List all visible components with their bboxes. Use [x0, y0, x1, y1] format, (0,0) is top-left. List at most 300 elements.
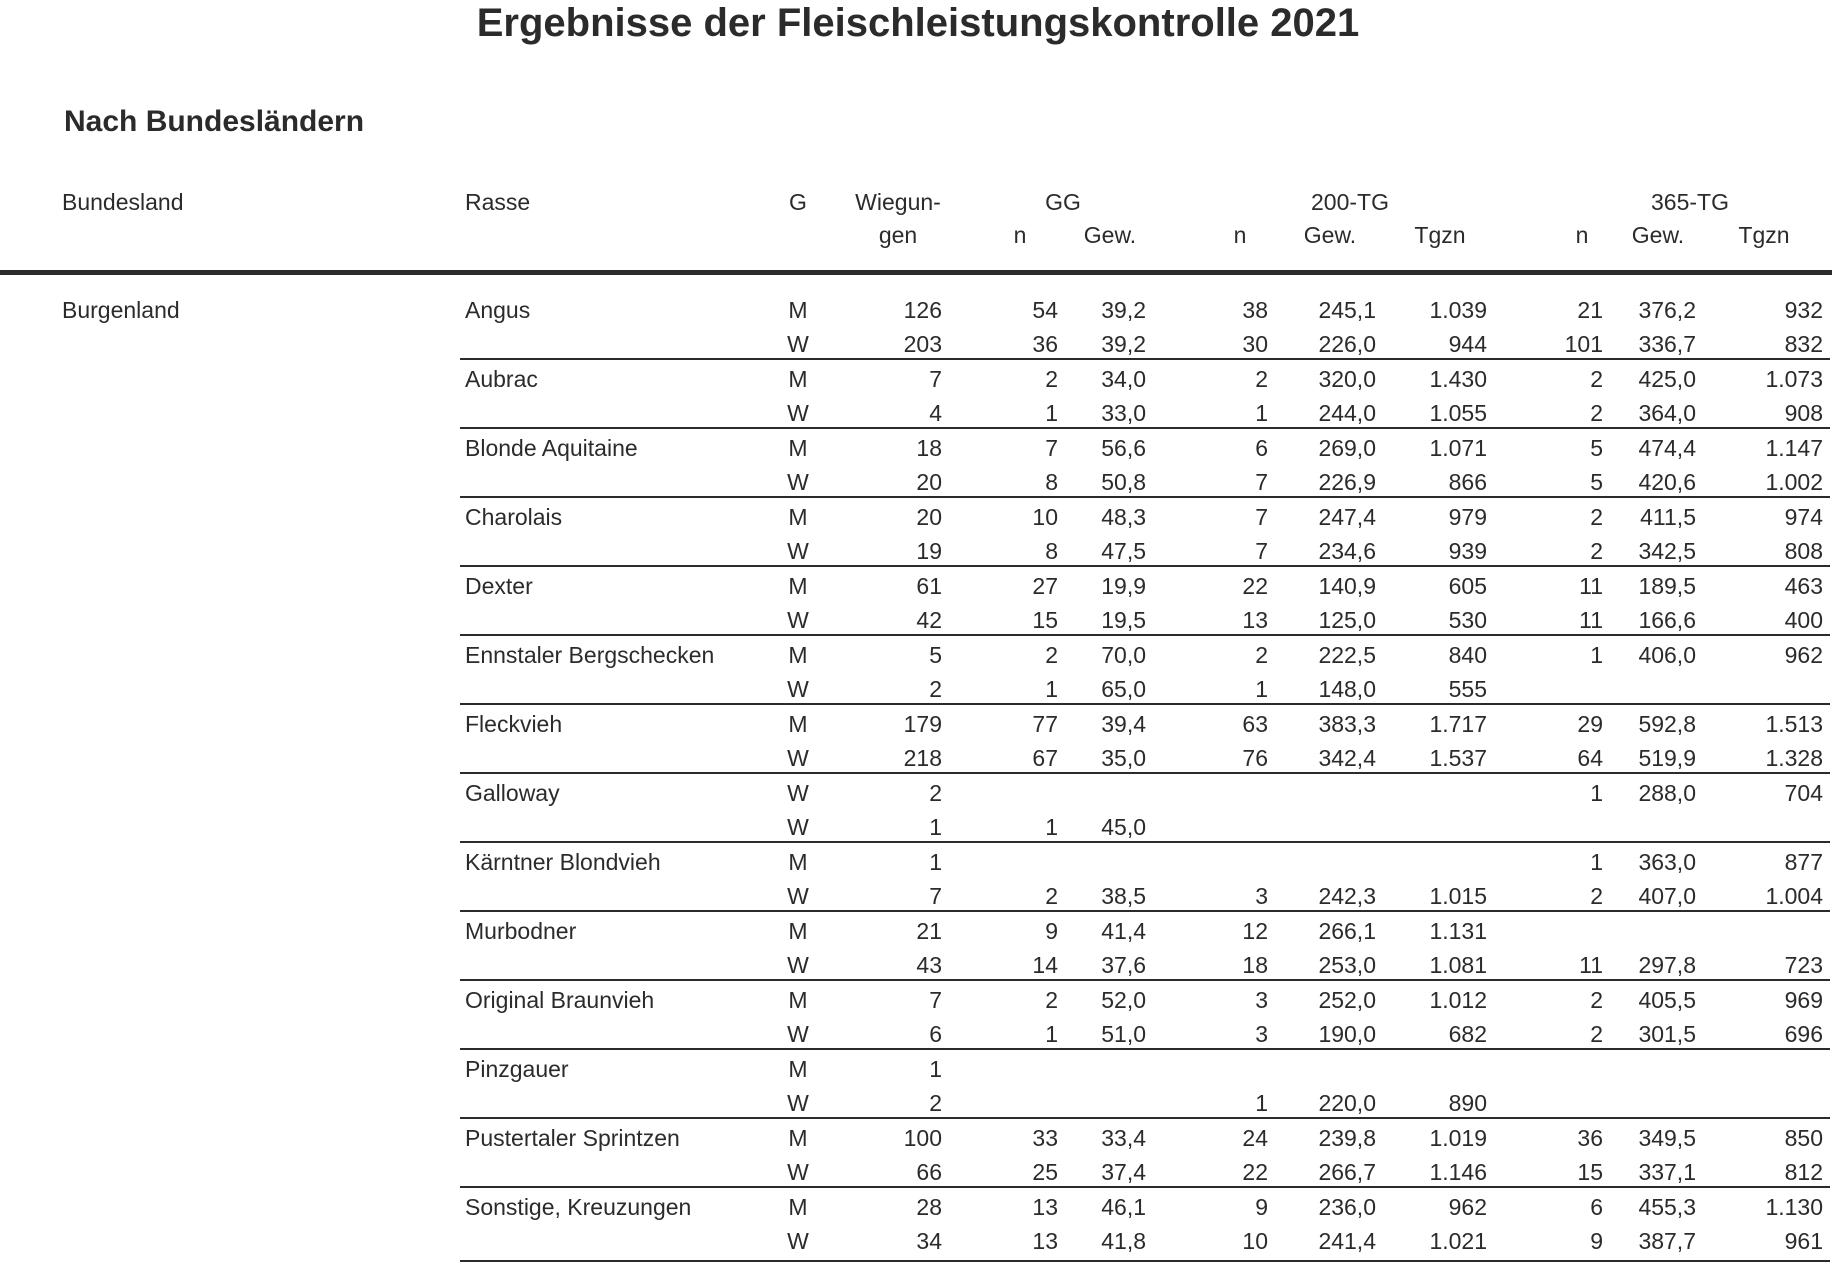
cell-200tg-gew: 226,0	[1318, 331, 1376, 357]
breed-name: Original Braunvieh	[465, 987, 655, 1013]
table-row	[0, 635, 1836, 669]
cell-365tg-n: 6	[1590, 1194, 1603, 1220]
region-label: Burgenland	[62, 297, 180, 323]
header-200tg-gew: Gew.	[1303, 222, 1357, 248]
cell-200tg-gew: 125,0	[1318, 607, 1376, 633]
table-row	[0, 945, 1836, 979]
cell-wiegungen: 66	[916, 1159, 942, 1185]
cell-gg-n: 1	[1045, 814, 1058, 840]
header-365tg-gew: Gew.	[1631, 222, 1685, 248]
cell-200tg-tgzn: 1.012	[1429, 987, 1487, 1013]
cell-wiegungen: 42	[916, 607, 942, 633]
cell-wiegungen: 203	[903, 331, 942, 357]
cell-365tg-tgzn: 832	[1784, 331, 1823, 357]
cell-365tg-tgzn: 400	[1784, 607, 1823, 633]
cell-200tg-n: 7	[1255, 469, 1268, 495]
breed-name: Galloway	[465, 780, 560, 806]
table-row	[0, 738, 1836, 772]
cell-365tg-gew: 387,7	[1638, 1228, 1696, 1254]
cell-200tg-gew: 242,3	[1318, 883, 1376, 909]
cell-200tg-gew: 245,1	[1318, 297, 1376, 323]
cell-g: W	[787, 469, 809, 495]
cell-200tg-n: 30	[1242, 331, 1268, 357]
cell-g: M	[788, 297, 808, 323]
breed-name: Pustertaler Sprintzen	[465, 1125, 680, 1151]
cell-200tg-gew: 234,6	[1318, 538, 1376, 564]
cell-wiegungen: 2	[929, 780, 942, 806]
cell-365tg-gew: 297,8	[1638, 952, 1696, 978]
cell-gg-n: 8	[1045, 538, 1058, 564]
cell-g: M	[788, 987, 808, 1013]
cell-365tg-gew: 364,0	[1638, 400, 1696, 426]
cell-200tg-tgzn: 1.081	[1429, 952, 1487, 978]
breed-name: Aubrac	[465, 366, 538, 392]
cell-200tg-gew: 253,0	[1318, 952, 1376, 978]
cell-365tg-n: 15	[1577, 1159, 1603, 1185]
cell-365tg-n: 1	[1590, 849, 1603, 875]
cell-200tg-n: 38	[1242, 297, 1268, 323]
cell-365tg-tgzn: 850	[1784, 1125, 1823, 1151]
cell-365tg-gew: 342,5	[1638, 538, 1696, 564]
cell-200tg-gew: 222,5	[1318, 642, 1376, 668]
cell-200tg-gew: 140,9	[1318, 573, 1376, 599]
table-row	[0, 842, 1836, 876]
cell-200tg-n: 12	[1242, 918, 1268, 944]
cell-gg-gew: 48,3	[1101, 504, 1146, 530]
cell-365tg-n: 29	[1577, 711, 1603, 737]
cell-365tg-tgzn: 808	[1784, 538, 1823, 564]
breed-name: Sonstige, Kreuzungen	[465, 1194, 692, 1220]
cell-gg-gew: 56,6	[1101, 435, 1146, 461]
cell-200tg-gew: 342,4	[1318, 745, 1376, 771]
cell-200tg-tgzn: 890	[1448, 1090, 1487, 1116]
cell-200tg-n: 7	[1255, 538, 1268, 564]
cell-g: W	[787, 676, 809, 702]
cell-365tg-gew: 411,5	[1640, 504, 1696, 530]
header-wiegungen-line2: gen	[878, 222, 918, 248]
cell-200tg-gew: 241,4	[1318, 1228, 1376, 1254]
cell-200tg-n: 3	[1255, 883, 1268, 909]
cell-gg-n: 1	[1045, 676, 1058, 702]
cell-365tg-gew: 474,4	[1638, 435, 1696, 461]
cell-wiegungen: 18	[916, 435, 942, 461]
cell-200tg-tgzn: 1.537	[1429, 745, 1487, 771]
table-row	[0, 1152, 1836, 1186]
cell-200tg-tgzn: 962	[1448, 1194, 1487, 1220]
cell-wiegungen: 7	[929, 883, 942, 909]
table-row	[0, 566, 1836, 600]
cell-365tg-gew: 189,5	[1638, 573, 1696, 599]
table-row	[0, 1221, 1836, 1255]
cell-200tg-tgzn: 979	[1448, 504, 1487, 530]
cell-gg-n: 2	[1045, 642, 1058, 668]
cell-g: W	[787, 1228, 809, 1254]
cell-365tg-n: 101	[1564, 331, 1603, 357]
cell-200tg-tgzn: 840	[1448, 642, 1487, 668]
cell-200tg-gew: 252,0	[1318, 987, 1376, 1013]
cell-gg-n: 9	[1045, 918, 1058, 944]
breed-group	[0, 842, 1836, 911]
cell-200tg-n: 1	[1255, 1090, 1268, 1116]
cell-gg-gew: 39,4	[1101, 711, 1146, 737]
cell-365tg-tgzn: 1.147	[1765, 435, 1823, 461]
cell-g: W	[787, 952, 809, 978]
cell-g: W	[787, 538, 809, 564]
cell-gg-gew: 19,5	[1101, 607, 1146, 633]
cell-200tg-tgzn: 1.021	[1429, 1228, 1487, 1254]
header-365tg-tgzn: Tgzn	[1738, 222, 1790, 248]
breed-name: Pinzgauer	[465, 1056, 569, 1082]
cell-gg-n: 1	[1045, 1021, 1058, 1047]
breed-group	[0, 773, 1836, 842]
cell-200tg-n: 1	[1255, 676, 1268, 702]
cell-200tg-n: 1	[1255, 400, 1268, 426]
cell-365tg-tgzn: 962	[1784, 642, 1823, 668]
cell-200tg-gew: 148,0	[1318, 676, 1376, 702]
cell-365tg-gew: 288,0	[1638, 780, 1696, 806]
cell-365tg-n: 64	[1577, 745, 1603, 771]
table-row	[0, 911, 1836, 945]
cell-wiegungen: 43	[916, 952, 942, 978]
cell-gg-gew: 70,0	[1101, 642, 1146, 668]
breed-name: Angus	[465, 297, 531, 323]
cell-200tg-n: 3	[1255, 987, 1268, 1013]
cell-wiegungen: 34	[916, 1228, 942, 1254]
cell-365tg-n: 5	[1590, 435, 1603, 461]
cell-365tg-n: 5	[1590, 469, 1603, 495]
cell-gg-gew: 34,0	[1101, 366, 1146, 392]
breed-name: Dexter	[465, 573, 533, 599]
cell-365tg-n: 11	[1579, 607, 1603, 633]
cell-365tg-n: 2	[1590, 1021, 1603, 1047]
cell-365tg-gew: 420,6	[1638, 469, 1696, 495]
cell-gg-gew: 46,1	[1101, 1194, 1146, 1220]
cell-200tg-n: 7	[1255, 504, 1268, 530]
table-row	[0, 324, 1836, 358]
cell-365tg-gew: 406,0	[1638, 642, 1696, 668]
cell-g: W	[787, 814, 809, 840]
cell-365tg-tgzn: 1.004	[1765, 883, 1823, 909]
cell-365tg-tgzn: 974	[1784, 504, 1823, 530]
breed-group	[0, 290, 1836, 359]
cell-200tg-tgzn: 1.071	[1429, 435, 1487, 461]
cell-gg-n: 13	[1032, 1228, 1058, 1254]
cell-200tg-tgzn: 555	[1448, 676, 1487, 702]
table-row	[0, 600, 1836, 634]
cell-200tg-tgzn: 1.019	[1429, 1125, 1487, 1151]
cell-gg-n: 77	[1032, 711, 1058, 737]
table-row	[0, 876, 1836, 910]
cell-wiegungen: 100	[903, 1125, 942, 1151]
header-gg: GG	[1045, 189, 1081, 215]
cell-365tg-n: 2	[1590, 538, 1603, 564]
cell-200tg-gew: 226,9	[1318, 469, 1376, 495]
breed-group	[0, 1049, 1836, 1118]
cell-g: M	[788, 1056, 808, 1082]
cell-365tg-n: 36	[1577, 1125, 1603, 1151]
table-row	[0, 773, 1836, 807]
cell-g: W	[787, 331, 809, 357]
cell-365tg-gew: 301,5	[1638, 1021, 1696, 1047]
cell-365tg-gew: 337,1	[1638, 1159, 1696, 1185]
table-row	[0, 669, 1836, 703]
breed-name: Ennstaler Bergschecken	[465, 642, 715, 668]
cell-365tg-gew: 166,6	[1638, 607, 1696, 633]
cell-g: W	[787, 607, 809, 633]
cell-200tg-tgzn: 1.039	[1429, 297, 1487, 323]
breed-name: Kärntner Blondvieh	[465, 849, 661, 875]
header-wiegungen-line1: Wiegun-	[855, 189, 941, 215]
header-g: G	[789, 189, 807, 215]
table-row	[0, 704, 1836, 738]
cell-365tg-gew: 592,8	[1638, 711, 1696, 737]
cell-g: M	[788, 573, 808, 599]
cell-365tg-n: 2	[1590, 400, 1603, 426]
table-row	[0, 393, 1836, 427]
cell-200tg-tgzn: 605	[1448, 573, 1487, 599]
cell-gg-n: 67	[1032, 745, 1058, 771]
cell-365tg-n: 1	[1590, 780, 1603, 806]
cell-gg-gew: 37,4	[1101, 1159, 1146, 1185]
cell-wiegungen: 19	[916, 538, 942, 564]
cell-g: M	[788, 504, 808, 530]
cell-200tg-n: 63	[1242, 711, 1268, 737]
cell-gg-n: 2	[1045, 987, 1058, 1013]
cell-wiegungen: 61	[916, 573, 942, 599]
cell-gg-gew: 39,2	[1101, 297, 1146, 323]
table-row	[0, 497, 1836, 531]
cell-200tg-gew: 236,0	[1318, 1194, 1376, 1220]
cell-g: M	[788, 711, 808, 737]
cell-365tg-tgzn: 932	[1784, 297, 1823, 323]
page-title: Ergebnisse der Fleischleistungskontrolle 2021	[476, 1, 1360, 45]
cell-wiegungen: 4	[929, 400, 942, 426]
cell-365tg-gew: 519,9	[1638, 745, 1696, 771]
table-row	[0, 1014, 1836, 1048]
cell-gg-n: 13	[1032, 1194, 1058, 1220]
cell-200tg-gew: 269,0	[1318, 435, 1376, 461]
table-row	[0, 531, 1836, 565]
cell-200tg-tgzn: 530	[1448, 607, 1487, 633]
cell-wiegungen: 218	[903, 745, 942, 771]
cell-200tg-gew: 220,0	[1318, 1090, 1376, 1116]
cell-365tg-n: 1	[1590, 642, 1603, 668]
cell-wiegungen: 28	[916, 1194, 942, 1220]
cell-365tg-tgzn: 877	[1784, 849, 1823, 875]
cell-200tg-gew: 383,3	[1318, 711, 1376, 737]
cell-gg-gew: 41,8	[1101, 1228, 1146, 1254]
cell-200tg-tgzn: 866	[1448, 469, 1487, 495]
cell-365tg-gew: 425,0	[1638, 366, 1696, 392]
cell-365tg-tgzn: 1.073	[1765, 366, 1823, 392]
cell-365tg-gew: 407,0	[1638, 883, 1696, 909]
table-row	[0, 290, 1836, 324]
cell-gg-gew: 39,2	[1101, 331, 1146, 357]
cell-wiegungen: 1	[929, 849, 942, 875]
cell-wiegungen: 21	[916, 918, 942, 944]
cell-200tg-n: 18	[1242, 952, 1268, 978]
breed-name: Charolais	[465, 504, 563, 530]
cell-gg-gew: 38,5	[1101, 883, 1146, 909]
cell-g: M	[788, 642, 808, 668]
breed-group	[0, 566, 1836, 635]
header-gg-n: n	[1013, 222, 1027, 248]
cell-g: W	[787, 745, 809, 771]
cell-200tg-gew: 239,8	[1318, 1125, 1376, 1151]
cell-gg-n: 54	[1032, 297, 1058, 323]
header-bundesland: Bundesland	[62, 189, 184, 215]
cell-365tg-gew: 376,2	[1638, 297, 1696, 323]
cell-g: M	[788, 1194, 808, 1220]
cell-365tg-tgzn: 1.328	[1765, 745, 1823, 771]
table-row	[0, 980, 1836, 1014]
table-row	[0, 807, 1836, 841]
cell-g: W	[787, 883, 809, 909]
cell-gg-n: 10	[1032, 504, 1058, 530]
cell-200tg-gew: 247,4	[1318, 504, 1376, 530]
table-row	[0, 1187, 1836, 1221]
header-200tg-n: n	[1233, 222, 1247, 248]
cell-gg-n: 8	[1045, 469, 1058, 495]
cell-365tg-gew: 336,7	[1638, 331, 1696, 357]
cell-g: W	[787, 1159, 809, 1185]
cell-200tg-n: 2	[1255, 642, 1268, 668]
cell-365tg-tgzn: 704	[1784, 780, 1823, 806]
cell-200tg-gew: 190,0	[1318, 1021, 1376, 1047]
cell-wiegungen: 179	[903, 711, 942, 737]
cell-365tg-tgzn: 969	[1784, 987, 1823, 1013]
cell-200tg-tgzn: 944	[1448, 331, 1487, 357]
cell-gg-gew: 33,4	[1101, 1125, 1146, 1151]
cell-wiegungen: 1	[929, 1056, 942, 1082]
cell-365tg-n: 2	[1590, 987, 1603, 1013]
cell-gg-gew: 52,0	[1101, 987, 1146, 1013]
header-200tg: 200-TG	[1311, 189, 1389, 215]
cell-200tg-n: 2	[1255, 366, 1268, 392]
table-row	[0, 1049, 1836, 1083]
cell-g: W	[787, 400, 809, 426]
cell-wiegungen: 2	[929, 1090, 942, 1116]
cell-200tg-tgzn: 1.146	[1429, 1159, 1487, 1185]
cell-200tg-tgzn: 682	[1448, 1021, 1487, 1047]
cell-200tg-tgzn: 1.430	[1429, 366, 1487, 392]
cell-g: W	[787, 1021, 809, 1047]
cell-200tg-tgzn: 1.131	[1429, 918, 1487, 944]
breed-name: Murbodner	[465, 918, 577, 944]
cell-365tg-tgzn: 696	[1784, 1021, 1823, 1047]
table-bottom-rule	[460, 1260, 1830, 1262]
cell-gg-n: 36	[1032, 331, 1058, 357]
cell-365tg-tgzn: 908	[1784, 400, 1823, 426]
header-365tg-n: n	[1575, 222, 1589, 248]
cell-gg-n: 27	[1032, 573, 1058, 599]
cell-gg-gew: 41,4	[1101, 918, 1146, 944]
cell-200tg-n: 24	[1242, 1125, 1268, 1151]
cell-gg-gew: 47,5	[1101, 538, 1146, 564]
cell-200tg-gew: 266,7	[1318, 1159, 1376, 1185]
cell-g: M	[788, 918, 808, 944]
section-subtitle: Nach Bundesländern	[64, 105, 365, 138]
cell-365tg-n: 2	[1590, 883, 1603, 909]
breed-group	[0, 635, 1836, 704]
breed-group	[0, 911, 1836, 980]
cell-365tg-gew: 405,5	[1638, 987, 1696, 1013]
cell-gg-gew: 19,9	[1101, 573, 1146, 599]
cell-wiegungen: 20	[916, 504, 942, 530]
breed-group	[0, 1187, 1836, 1256]
cell-365tg-tgzn: 1.130	[1765, 1194, 1823, 1220]
table-row	[0, 359, 1836, 393]
header-200tg-tgzn: Tgzn	[1414, 222, 1466, 248]
cell-gg-n: 25	[1032, 1159, 1058, 1185]
breed-group	[0, 359, 1836, 428]
cell-365tg-tgzn: 961	[1784, 1228, 1823, 1254]
cell-wiegungen: 5	[929, 642, 942, 668]
header-rasse: Rasse	[465, 189, 531, 215]
cell-g: W	[787, 1090, 809, 1116]
cell-200tg-n: 3	[1255, 1021, 1268, 1047]
cell-g: M	[788, 1125, 808, 1151]
cell-gg-n: 2	[1045, 366, 1058, 392]
cell-200tg-n: 13	[1242, 607, 1268, 633]
cell-wiegungen: 1	[929, 814, 942, 840]
cell-200tg-n: 22	[1242, 1159, 1268, 1185]
cell-365tg-tgzn: 1.002	[1765, 469, 1823, 495]
table-row	[0, 1083, 1836, 1117]
cell-365tg-n: 2	[1590, 366, 1603, 392]
cell-gg-gew: 33,0	[1101, 400, 1146, 426]
cell-365tg-tgzn: 812	[1784, 1159, 1823, 1185]
table-row	[0, 428, 1836, 462]
header-gg-gew: Gew.	[1083, 222, 1137, 248]
cell-gg-gew: 50,8	[1101, 469, 1146, 495]
cell-gg-n: 33	[1032, 1125, 1058, 1151]
cell-gg-n: 14	[1032, 952, 1058, 978]
cell-365tg-gew: 349,5	[1638, 1125, 1696, 1151]
cell-gg-gew: 35,0	[1101, 745, 1146, 771]
cell-200tg-gew: 244,0	[1318, 400, 1376, 426]
cell-wiegungen: 126	[903, 297, 942, 323]
cell-wiegungen: 7	[929, 366, 942, 392]
cell-200tg-n: 22	[1242, 573, 1268, 599]
cell-365tg-gew: 455,3	[1638, 1194, 1696, 1220]
cell-g: M	[788, 366, 808, 392]
breed-group	[0, 704, 1836, 773]
breed-name: Fleckvieh	[465, 711, 563, 737]
cell-200tg-tgzn: 1.015	[1429, 883, 1487, 909]
cell-gg-n: 1	[1045, 400, 1058, 426]
cell-200tg-gew: 266,1	[1318, 918, 1376, 944]
cell-200tg-tgzn: 1.055	[1429, 400, 1487, 426]
breed-group	[0, 980, 1836, 1049]
cell-g: W	[787, 780, 809, 806]
cell-wiegungen: 6	[929, 1021, 942, 1047]
breed-group	[0, 428, 1836, 497]
cell-200tg-n: 10	[1242, 1228, 1268, 1254]
cell-gg-gew: 51,0	[1101, 1021, 1146, 1047]
cell-365tg-tgzn: 1.513	[1765, 711, 1823, 737]
cell-g: M	[788, 849, 808, 875]
cell-365tg-n: 11	[1579, 952, 1603, 978]
breed-group	[0, 497, 1836, 566]
cell-200tg-n: 6	[1255, 435, 1268, 461]
header-365tg: 365-TG	[1651, 189, 1729, 215]
cell-200tg-n: 9	[1255, 1194, 1268, 1220]
breed-group	[0, 1118, 1836, 1187]
cell-wiegungen: 20	[916, 469, 942, 495]
table-row	[0, 1118, 1836, 1152]
cell-wiegungen: 2	[929, 676, 942, 702]
